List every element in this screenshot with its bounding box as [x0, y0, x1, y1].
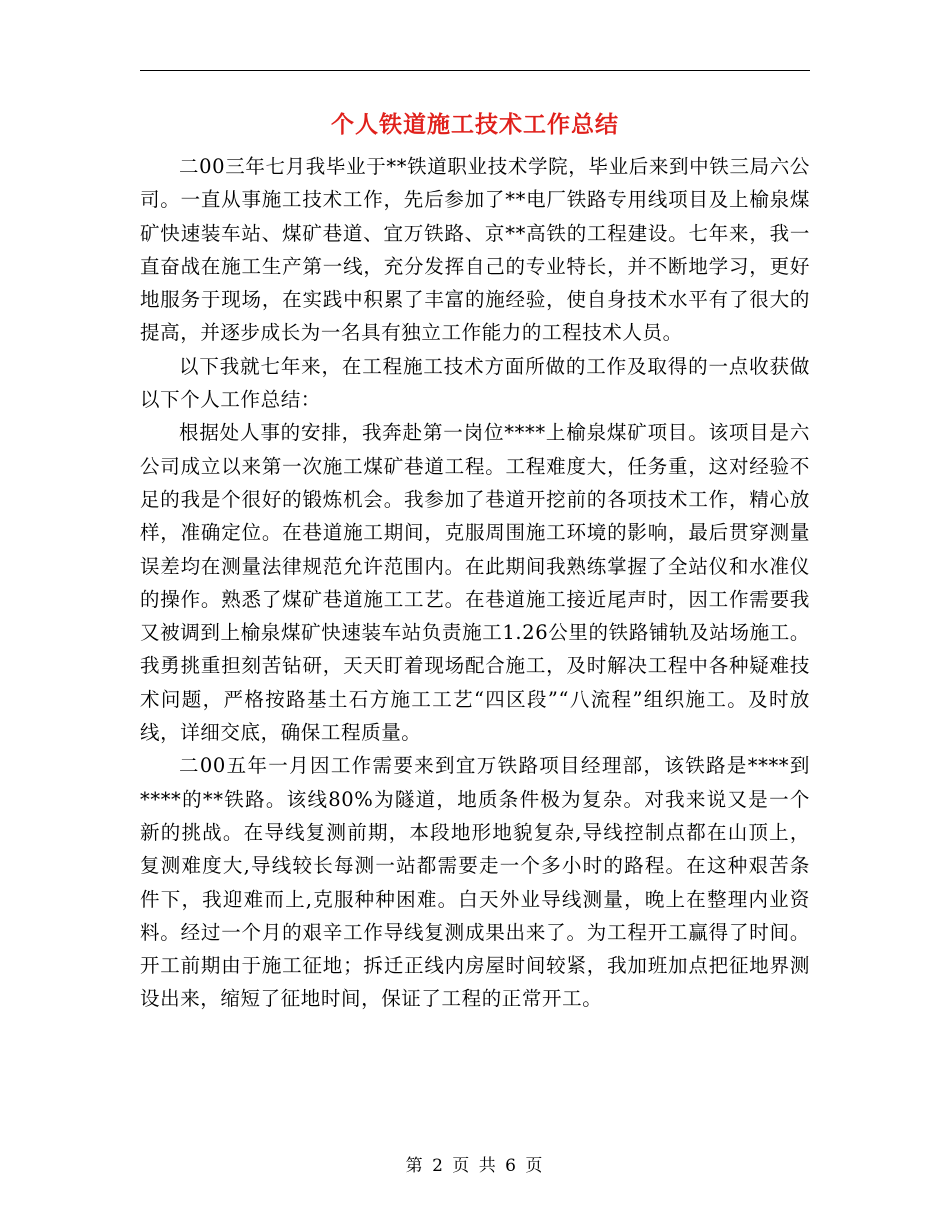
document-body: [140, 150, 810, 1016]
paragraph-2: 以下我就七年来，在工程施工技术方面所做的工作及取得的一点收获做以下个人工作总结：: [140, 354, 810, 412]
paragraph-1: 二00三年七月我毕业于**铁道职业技术学院，毕业后来到中铁三局六公司。一直从事施工技术工作，先后参加了**电厂铁路专用线项目及上榆泉煤矿快速装车站、煤矿巷道、宜万铁路、京**高铁的工程建设。七年来，我一直奋战在施工生产第一线，充分发挥自己的专业特长，并不断地学习，更好地服务于现场，在实践中积累了丰富的施经验，使自身技术水平有了很大的提高，并逐步成长为一名具有独立工作能力的工程技术人员。: [140, 155, 810, 345]
header-rule: [140, 70, 810, 71]
page-number: 第 2 页 共 6 页: [405, 1156, 545, 1176]
paragraph-3: 根据处人事的安排，我奔赴第一岗位****上榆泉煤矿项目。该项目是六公司成立以来第一次施工煤矿巷道工程。工程难度大，任务重，这对经验不足的我是个很好的锻炼机会。我参加了巷道开挖前的各项技术工作，精心放样，准确定位。在巷道施工期间，克服周围施工环境的影响，最后贯穿测量误差均在测量法律规范允许范围内。在此期间我熟练掌握了全站仪和水准仪的操作。熟悉了煤矿巷道施工工艺。在巷道施工接近尾声时，因工作需要我又被调到上榆泉煤矿快速装车站负责施工1.26公里的铁路铺轨及站场施工。我勇挑重担刻苦钻研，天天盯着现场配合施工，及时解决工程中各种疑难技术问题，严格按路基土石方施工工艺“四区段”“八流程”组织施工。及时放线，详细交底，确保工程质量。: [140, 421, 810, 745]
paragraph-4: 二00五年一月因工作需要来到宜万铁路项目经理部，该铁路是****到****的**铁路。该线80%为隧道，地质条件极为复杂。对我来说又是一个新的挑战。在导线复测前期，本段地形地貌复杂,导线控制点都在山顶上，复测难度大,导线较长每测一站都需要走一个多小时的路程。在这种艰苦条件下，我迎难而上,克服种种困难。白天外业导线测量，晚上在整理内业资料。经过一个月的艰辛工作导线复测成果出来了。为工程开工赢得了时间。开工前期由于施工征地；拆迁正线内房屋时间较紧，我加班加点把征地界测设出来，缩短了征地时间，保证了工程的正常开工。: [140, 754, 810, 1011]
document-title: 个人铁道施工技术工作总结: [331, 111, 619, 138]
